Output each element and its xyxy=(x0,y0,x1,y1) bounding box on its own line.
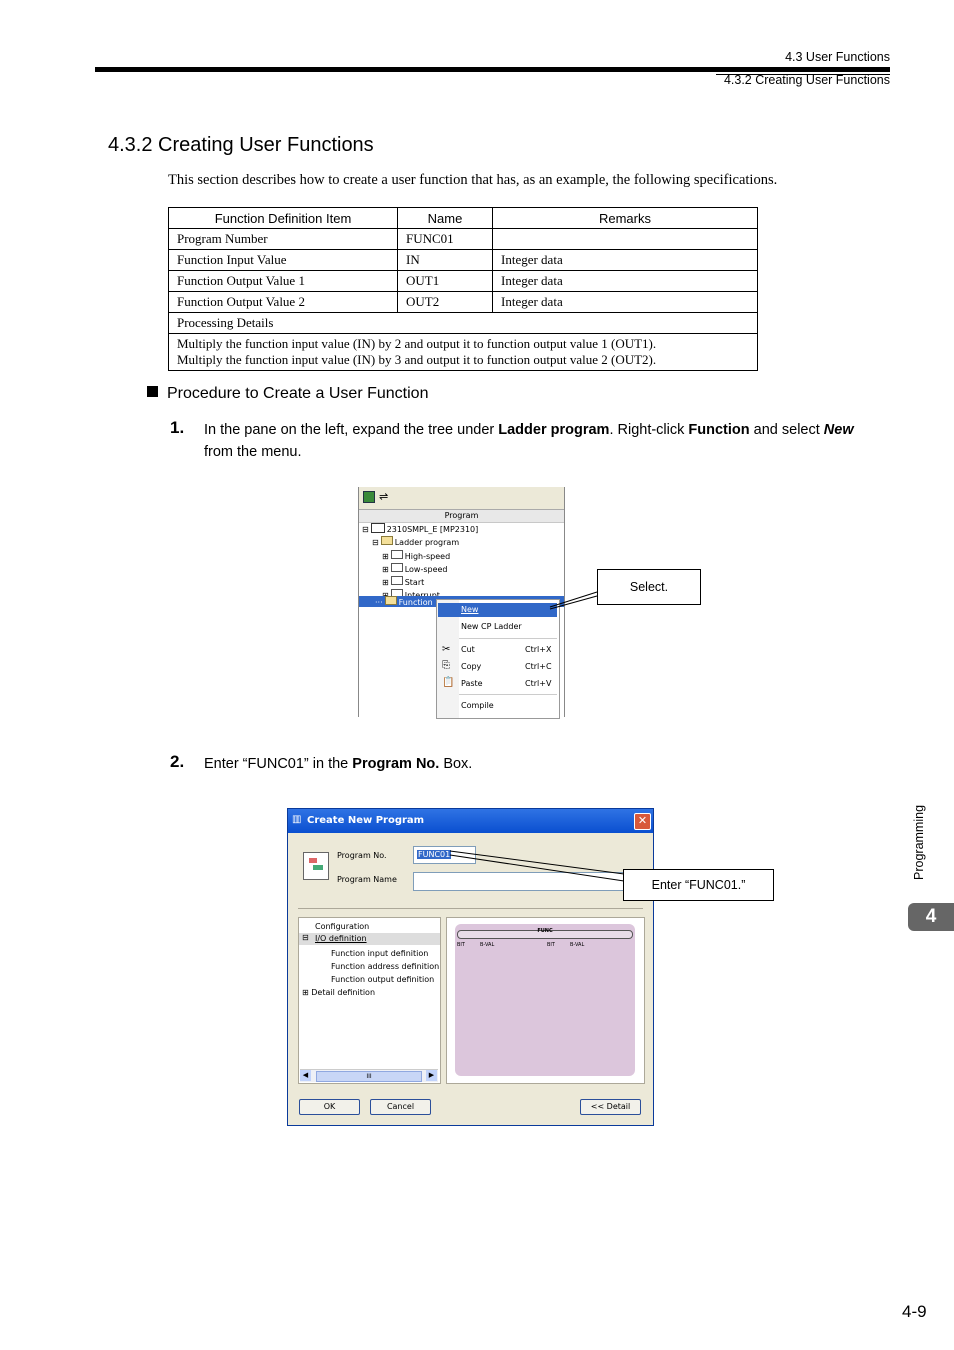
paste-icon: 📋 xyxy=(442,677,455,688)
tree-item-address-definition[interactable]: Function address definition xyxy=(331,962,440,971)
side-chapter-label: Programming xyxy=(912,804,926,880)
tree-item-root[interactable]: ⊟ 2310SMPL_E [MP2310] xyxy=(362,525,479,534)
tree-toolbar xyxy=(359,487,564,510)
table-cell: Integer data xyxy=(493,250,758,271)
table-cell: Integer data xyxy=(493,292,758,313)
step-1-number: 1. xyxy=(170,418,185,437)
table-cell: Integer data xyxy=(493,271,758,292)
app-icon: ▥ xyxy=(292,814,302,825)
tree-label: High-speed xyxy=(404,551,451,561)
menu-item-compile[interactable]: Compile xyxy=(461,701,494,710)
definition-tree xyxy=(298,917,441,1084)
callout-enter-func01: Enter “FUNC01.” xyxy=(623,869,774,901)
step-text: and select xyxy=(749,422,824,438)
step-text: . Right-click xyxy=(609,422,689,438)
folder-open-icon xyxy=(385,596,397,605)
processing-line: Multiply the function input value (IN) by 2 and output it to function output value 1 (OUT1). xyxy=(177,336,657,351)
processing-details xyxy=(169,334,758,371)
shortcut-cut: Ctrl+X xyxy=(525,645,552,654)
menu-divider xyxy=(459,638,557,639)
table-cell: Function Input Value xyxy=(169,250,398,271)
bval-label-right: B-VAL xyxy=(570,942,585,948)
menu-label: New xyxy=(461,605,479,614)
step-text: Enter “FUNC01” in the xyxy=(204,756,353,772)
tree-item-low-speed[interactable]: ⊞ Low-speed xyxy=(382,564,448,574)
dialog-divider xyxy=(298,908,643,909)
spec-table xyxy=(168,207,758,371)
bit-label-left: BIT xyxy=(457,942,465,948)
processing-label: Processing Details xyxy=(169,313,758,334)
step-bold: Program No. xyxy=(352,756,440,772)
function-preview xyxy=(446,917,645,1084)
tree-view-icon[interactable] xyxy=(363,491,375,503)
header-section: 4.3 User Functions xyxy=(785,50,890,64)
scissors-icon: ✂ xyxy=(442,644,451,655)
square-bullet-icon xyxy=(147,386,158,397)
page-number: 4-9 xyxy=(902,1302,927,1321)
table-header: Name xyxy=(398,208,493,229)
bit-label-right: BIT xyxy=(547,942,555,948)
ok-button[interactable]: OK xyxy=(299,1099,360,1115)
cancel-button[interactable]: Cancel xyxy=(370,1099,431,1115)
step-2-text xyxy=(204,753,472,775)
tree-label: Low-speed xyxy=(404,564,448,574)
program-name-label: Program Name xyxy=(337,875,397,884)
step-text: In the pane on the left, expand the tree under xyxy=(204,422,499,438)
header-rule xyxy=(95,67,890,72)
callout-2-leader xyxy=(440,845,630,890)
table-cell: FUNC01 xyxy=(398,229,493,250)
func-label: FUNC xyxy=(537,928,553,934)
step-1-text xyxy=(204,419,894,463)
program-icon xyxy=(303,852,329,880)
tree-item-io-definition[interactable]: ⊟ I/O definition xyxy=(299,933,440,945)
dialog-titlebar xyxy=(288,809,653,833)
preview-canvas xyxy=(455,924,635,1076)
table-row xyxy=(169,271,758,292)
folder-icon xyxy=(391,563,403,572)
processing-line: Multiply the function input value (IN) by 3 and output it to function output value 2 (OUT2). xyxy=(177,352,657,367)
table-header-row xyxy=(169,208,758,229)
tree-item-output-definition[interactable]: Function output definition xyxy=(331,975,435,984)
tree-content xyxy=(362,523,478,603)
menu-icon-gutter xyxy=(437,600,459,718)
procedure-heading xyxy=(147,385,428,403)
table-row xyxy=(169,250,758,271)
tree-label: Start xyxy=(404,578,425,588)
tree-column-header: Program xyxy=(359,510,564,523)
table-cell: Program Number xyxy=(169,229,398,250)
tree-item-ladder[interactable]: ⊟ Ladder program xyxy=(372,538,460,548)
table-row xyxy=(169,313,758,334)
dialog-title: Create New Program xyxy=(307,815,425,826)
tree-item-function[interactable]: ··· Function xyxy=(359,596,564,607)
folder-icon xyxy=(391,576,403,585)
tree-label: Detail definition xyxy=(311,988,376,997)
intro-text: This section describes how to create a user function that has, as an example, the following specifications. xyxy=(168,172,778,188)
sort-icon[interactable]: ⇌ xyxy=(379,490,389,503)
table-cell: IN xyxy=(398,250,493,271)
program-no-value: FUNC01 xyxy=(418,850,451,859)
page-title: 4.3.2 Creating User Functions xyxy=(108,134,374,156)
folder-icon xyxy=(391,550,403,559)
scroll-right-icon[interactable]: ▶ xyxy=(426,1070,437,1081)
chapter-tab: 4 xyxy=(908,903,954,931)
tree-label: 2310SMPL_E [MP2310] xyxy=(386,525,479,534)
tree-label: Ladder program xyxy=(394,538,460,548)
step-text: from the menu. xyxy=(204,444,302,460)
shortcut-paste: Ctrl+V xyxy=(525,679,552,688)
step-text: Box. xyxy=(439,756,473,772)
tree-item-input-definition[interactable]: Function input definition xyxy=(331,949,429,958)
menu-item-copy[interactable]: Copy xyxy=(461,662,482,671)
callout-select: Select. xyxy=(597,569,701,605)
step-2-number: 2. xyxy=(170,752,185,771)
horizontal-scrollbar[interactable] xyxy=(300,1069,438,1082)
tree-item-detail-definition[interactable]: ⊞ Detail definition xyxy=(302,988,376,997)
detail-button[interactable]: << Detail xyxy=(580,1099,641,1115)
table-cell: Function Output Value 2 xyxy=(169,292,398,313)
table-row xyxy=(169,229,758,250)
table-cell: Function Output Value 1 xyxy=(169,271,398,292)
table-row xyxy=(169,334,758,371)
step-bold: Function xyxy=(688,422,750,438)
tree-item-start[interactable]: ⊞ Start xyxy=(382,578,425,588)
menu-item-cut[interactable]: Cut xyxy=(461,645,475,654)
table-header: Remarks xyxy=(493,208,758,229)
table-cell: OUT2 xyxy=(398,292,493,313)
procedure-heading-text: Procedure to Create a User Function xyxy=(167,385,429,402)
table-cell xyxy=(493,229,758,250)
menu-divider xyxy=(459,694,557,695)
shortcut-copy: Ctrl+C xyxy=(525,662,552,671)
menu-item-new-cp-ladder[interactable]: New CP Ladder xyxy=(461,622,522,631)
tree-label: I/O definition xyxy=(315,934,367,943)
copy-icon: ⎘ xyxy=(442,660,450,671)
bval-label-left: B-VAL xyxy=(480,942,495,948)
table-header: Function Definition Item xyxy=(169,208,398,229)
close-icon[interactable]: ✕ xyxy=(634,813,651,830)
step-bold-italic: New xyxy=(823,422,854,438)
scroll-thumb[interactable]: III xyxy=(316,1071,422,1082)
tree-item-high-speed[interactable]: ⊞ High-speed xyxy=(382,551,451,561)
folder-icon xyxy=(381,536,393,545)
table-cell: OUT1 xyxy=(398,271,493,292)
scroll-left-icon[interactable]: ◀ xyxy=(300,1070,311,1081)
step-bold: Ladder program xyxy=(498,422,610,438)
header-subsection: 4.3.2 Creating User Functions xyxy=(723,73,890,87)
table-row xyxy=(169,292,758,313)
tree-label: Function xyxy=(398,598,433,607)
program-no-label: Program No. xyxy=(337,851,387,860)
project-icon xyxy=(371,523,385,533)
tree-item-configuration[interactable]: Configuration xyxy=(315,922,370,931)
menu-item-paste[interactable]: Paste xyxy=(461,679,483,688)
